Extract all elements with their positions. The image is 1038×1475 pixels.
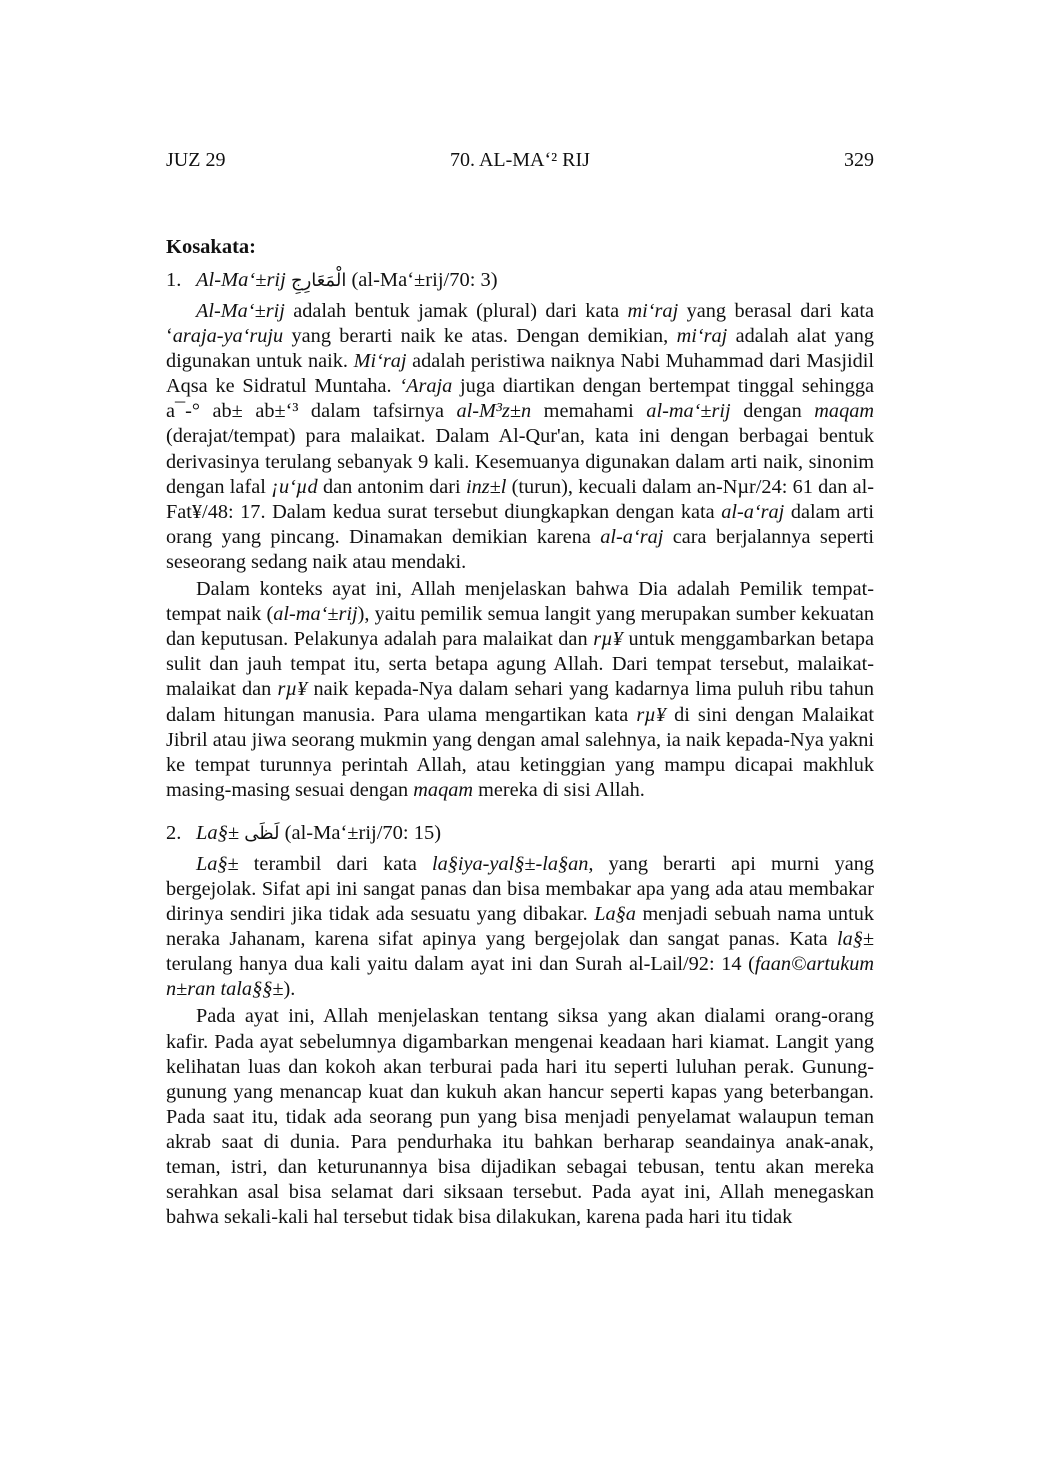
arabic-term: الْمَعَارِجِ <box>290 270 347 291</box>
arabic-term: لَظَى <box>244 822 280 844</box>
document-page <box>166 140 874 1230</box>
entry-number: 1. <box>166 269 182 291</box>
entry-reference: (al-Ma‘±rij/70: 15) <box>284 821 442 844</box>
paragraph-3: La§± terambil dari kata la§iya-yal§±-la§an, yang berarti api murni yang bergejolak. Sifat api ini sangat panas dan bisa membakar apa yang ada atau membakar dirinya sendiri jika tidak ada sesuatu yang dibakar. La§a menjadi sebuah nama untuk neraka Jahanam, karena sifat apinya yang bergejolak dan sangat panas. Kata la§± terulang hanya dua kali yaitu dalam ayat ini dan Surah al-Lail/92: 14 (faan©artukum n±ran tala§§±). <box>166 852 874 1001</box>
paragraph-1: Al-Ma‘±rij adalah bentuk jamak (plural) dari kata mi‘raj yang berasal dari kata ‘araja-ya‘ruju yang berarti naik ke atas. Dengan demikian, mi‘raj adalah alat yang digunakan untuk naik. Mi‘raj adalah peristiwa naiknya Nabi Muhammad dari Masjidil Aqsa ke Sidratul Muntaha. ‘Araja juga diartikan dengan bertempat tinggal sehingga a¯-° ab± ab±‘³ dalam tafsirnya al-M³z±n memahami al-ma‘±rij dengan maqam (derajat/tempat) para malaikat. Dalam Al-Qur'an, kata ini dengan berbagai bentuk derivasinya terulang sebanyak 9 kali. Kesemuanya digunakan dalam arti naik, sinonim dengan lafal ¡u‘µd dan antonim dari inz±l (turun), kecuali dalam an-Nµr/24: 61 dan al-Fat¥/48: 17. Dalam kedua surat tersebut diungkapkan dengan kata al-a‘raj dalam arti orang yang pincang. Dinamakan demikian karena al-a‘raj cara berjalannya seperti seseorang sedang naik atau mendaki. <box>166 300 875 573</box>
entry-reference: (al-Ma‘±rij/70: 3) <box>351 269 498 291</box>
juz-label: JUZ 29 <box>166 149 226 171</box>
entry-term: Al-Ma‘±rij <box>196 269 286 291</box>
running-head <box>166 140 874 180</box>
vocab-entry-1-heading <box>166 264 874 297</box>
vocab-entry-2-heading <box>166 817 874 850</box>
entry-term: La§± <box>196 821 240 844</box>
surah-title: 70. AL-MA‘² RIJ <box>450 149 590 171</box>
page-number: 329 <box>844 149 874 171</box>
section-heading: Kosakata: <box>166 236 256 258</box>
paragraph-4: Pada ayat ini, Allah menjelaskan tentang siksa yang akan dialami orang-orang kafir. Pada ayat sebelumnya digambarkan mengenai keadaan hari kiamat. Langit yang kelihatan luas dan kokoh akan terburai pada hari itu seperti luluhan perak. Gunung-gunung yang menancap kuat dan kukuh akan hancur seperti kapas yang beterbangan. Pada saat itu, tidak ada seorang pun yang bisa menjadi penyelamat walaupun teman akrab saat di dunia. Para pendurhaka itu bahkan berharap seandainya anak-anak, teman, istri, dan keturunannya bisa dijadikan sebagai tebusan, tentu akan mereka serahkan asal bisa selamat dari siksaan tersebut. Pada ayat ini, Allah menegaskan bahwa sekali-kali hal tersebut tidak bisa dilakukan, karena pada hari itu tidak <box>166 1005 874 1229</box>
paragraph-2: Dalam konteks ayat ini, Allah menjelaskan bahwa Dia adalah Pemilik tempat-tempat naik (al-ma‘±rij), yaitu pemilik semua langit yang merupakan sumber kekuatan dan keputusan. Pelakunya adalah para malaikat dan rµ¥ untuk menggambarkan betapa sulit dan jauh tempat itu, serta betapa agung Allah. Dari tempat tersebut, malaikat-malaikat dan rµ¥ naik kepada-Nya dalam sehari yang kadarnya lima puluh ribu tahun dalam hitungan manusia. Para ulama mengartikan kata rµ¥ di sini dengan Malaikat Jibril atau jiwa seorang mukmin yang dengan amal salehnya, ia naik kepada-Nya yakni ke tempat turunnya perintah Allah, atau ketinggian yang mampu dicapai makhluk masing-masing sesuai dengan maqam mereka di sisi Allah. <box>166 578 875 801</box>
entry-number: 2. <box>166 821 182 844</box>
